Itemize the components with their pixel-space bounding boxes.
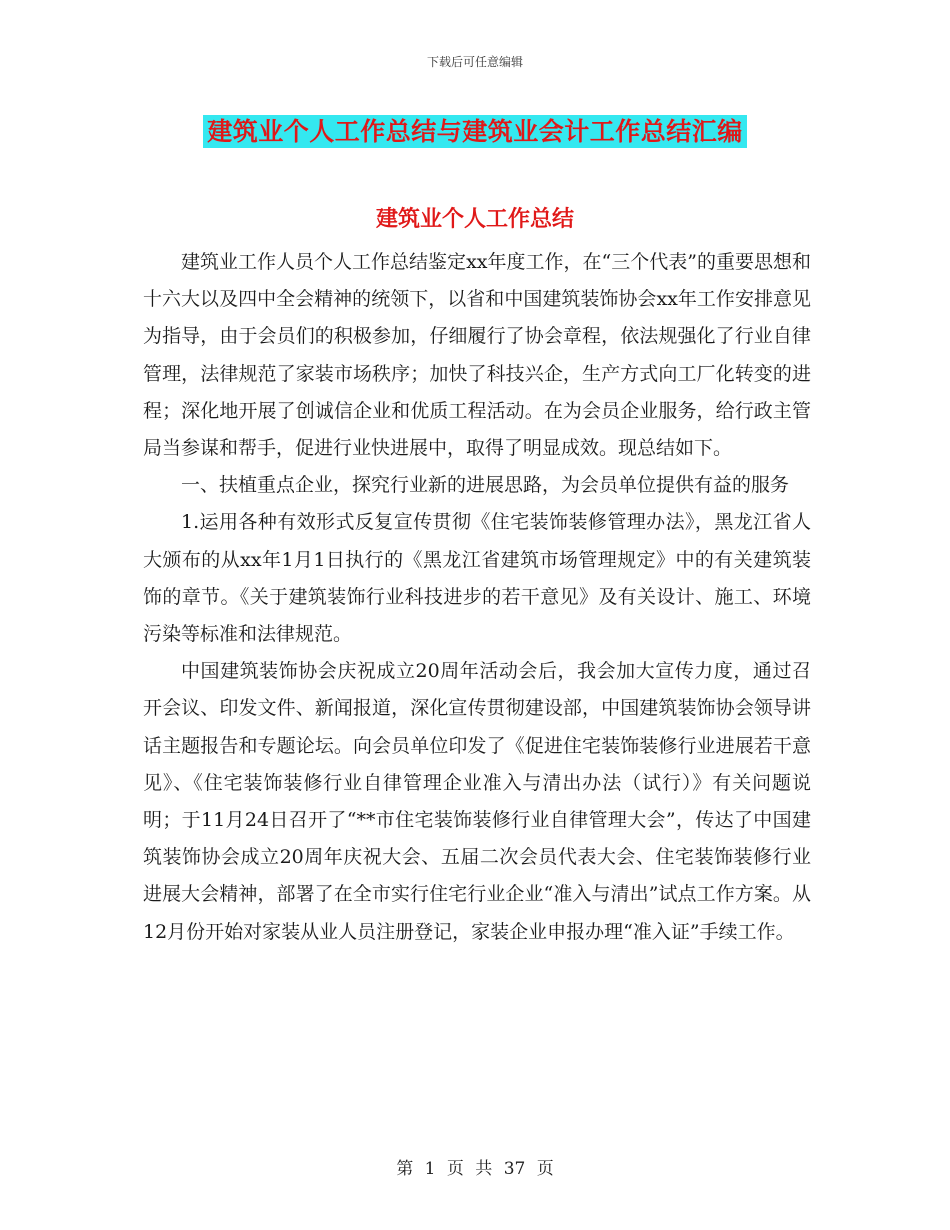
- paragraph: 中国建筑装饰协会庆祝成立20周年活动会后，我会加大宣传力度，通过召开会议、印发文件、新闻报道，深化宣传贯彻建设部，中国建筑装饰协会领导讲话主题报告和专题论坛。向会员单位印发了《促进住宅装饰装修行业进展若干意见》、《住宅装饰装修行业自律管理企业准入与清出办法（试行）》有关问题说明；于11月24日召开了“**市住宅装饰装修行业自律管理大会”，传达了中国建筑装饰协会成立20周年庆祝大会、五届二次会员代表大会、住宅装饰装修行业进展大会精神，部署了在全市实行住宅行业企业“准入与清出”试点工作方案。从12月份开始对家装从业人员注册登记，家装企业申报办理“准入证”手续工作。: [143, 660, 811, 943]
- paragraph: 1.运用各种有效形式反复宣传贯彻《住宅装饰装修管理办法》，黑龙江省人大颁布的从xx年1月1日执行的《黑龙江省建筑市场管理规定》中的有关建筑装饰的章节。《关于建筑装饰行业科技进步的若干意见》及有关设计、施工、环境污染等标准和法律规范。: [143, 511, 811, 646]
- header-note: 下载后可任意编辑: [426, 55, 523, 69]
- paragraph: 一、扶植重点企业，探究行业新的进展思路，为会员单位提供有益的服务: [181, 474, 790, 497]
- document-title: [0, 112, 950, 148]
- body-text: [143, 244, 811, 951]
- document-title-text: 建筑业个人工作总结与建筑业会计工作总结汇编: [203, 115, 747, 148]
- page-footer: 第 1 页 共 37 页: [396, 1159, 554, 1179]
- paragraph: 建筑业工作人员个人工作总结鉴定xx年度工作，在“三个代表”的重要思想和十六大以及四中全会精神的统领下，以省和中国建筑装饰协会xx年工作安排意见为指导，由于会员们的积极参加，仔细履行了协会章程，依法规强化了行业自律管理，法律规范了家装市场秩序；加快了科技兴企，生产方式向工厂化转变的进程；深化地开展了创诚信企业和优质工程活动。在为会员企业服务，给行政主管局当参谋和帮手，促进行业快进展中，取得了明显成效。现总结如下。: [143, 251, 811, 460]
- section-title: 建筑业个人工作总结: [375, 206, 574, 232]
